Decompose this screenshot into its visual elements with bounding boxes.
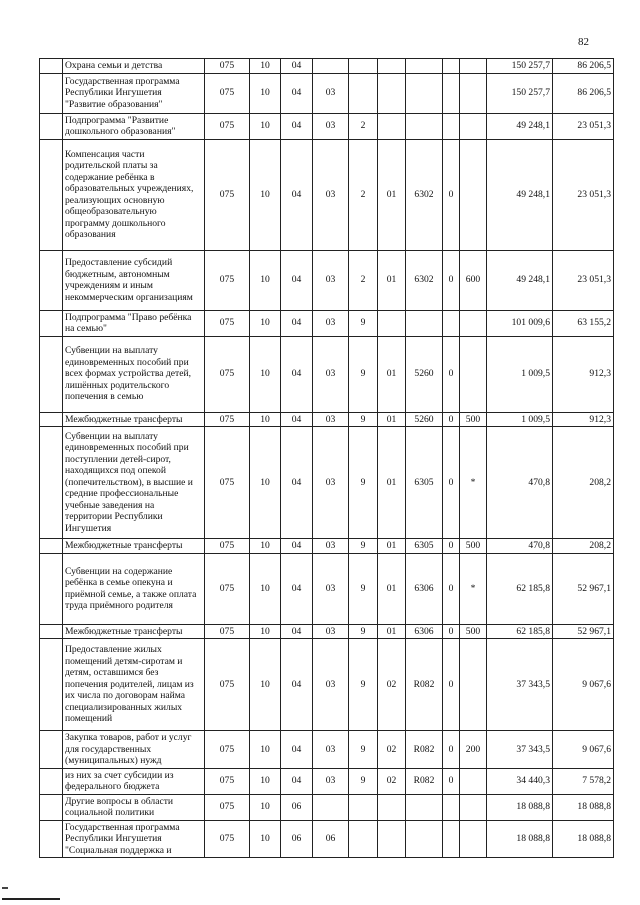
program-cell: 06 (313, 820, 349, 858)
amount-second-cell: 9 067,6 (553, 639, 614, 731)
amount-first-cell: 470,8 (487, 427, 553, 539)
target-code-cell (406, 113, 443, 139)
expense-type-cell (460, 59, 487, 74)
admin-code-cell: 075 (205, 336, 250, 412)
subsection-cell: 04 (281, 639, 313, 731)
subprogram-cell: 2 (349, 250, 378, 310)
amount-second-cell: 7 578,2 (553, 768, 614, 794)
target-code-cell: 5260 (406, 412, 443, 427)
subprogram-cell: 9 (349, 427, 378, 539)
amount-first-cell: 18 088,8 (487, 820, 553, 858)
target-code-cell: 6302 (406, 250, 443, 310)
suffix-cell: 0 (443, 139, 460, 250)
direction-cell: 01 (378, 139, 406, 250)
program-cell: 03 (313, 73, 349, 113)
suffix-cell: 0 (443, 539, 460, 554)
section-cell: 10 (250, 427, 281, 539)
subsection-cell: 04 (281, 539, 313, 554)
subsection-cell: 04 (281, 73, 313, 113)
target-code-cell (406, 794, 443, 820)
section-cell: 10 (250, 624, 281, 639)
row-marker-cell (40, 768, 63, 794)
suffix-cell (443, 310, 460, 336)
suffix-cell (443, 113, 460, 139)
program-cell: 03 (313, 539, 349, 554)
row-marker-cell (40, 731, 63, 769)
amount-second-cell: 208,2 (553, 427, 614, 539)
amount-second-cell: 23 051,3 (553, 113, 614, 139)
section-cell: 10 (250, 139, 281, 250)
direction-cell (378, 310, 406, 336)
subprogram-cell (349, 794, 378, 820)
subprogram-cell: 2 (349, 139, 378, 250)
scan-mark (2, 887, 8, 889)
target-code-cell: R082 (406, 768, 443, 794)
row-marker-cell (40, 412, 63, 427)
table-row (40, 310, 614, 336)
admin-code-cell: 075 (205, 59, 250, 74)
direction-cell (378, 820, 406, 858)
amount-first-cell: 49 248,1 (487, 113, 553, 139)
expense-type-cell (460, 639, 487, 731)
expense-type-cell (460, 794, 487, 820)
suffix-cell (443, 59, 460, 74)
suffix-cell: 0 (443, 250, 460, 310)
table-row (40, 624, 614, 639)
direction-cell (378, 59, 406, 74)
section-cell: 10 (250, 768, 281, 794)
expense-type-cell: * (460, 553, 487, 624)
amount-second-cell: 52 967,1 (553, 624, 614, 639)
row-name-cell: Компенсация части родительской платы за содержание ребёнка в образовательных учреждениях, реализующих основную общеобразовательную программу дошкольного образования (63, 139, 205, 250)
row-marker-cell (40, 820, 63, 858)
subsection-cell: 06 (281, 820, 313, 858)
amount-first-cell: 470,8 (487, 539, 553, 554)
expense-type-cell (460, 113, 487, 139)
section-cell: 10 (250, 412, 281, 427)
expense-type-cell (460, 336, 487, 412)
program-cell: 03 (313, 336, 349, 412)
subprogram-cell: 9 (349, 553, 378, 624)
subsection-cell: 04 (281, 113, 313, 139)
section-cell: 10 (250, 73, 281, 113)
target-code-cell: 6306 (406, 553, 443, 624)
amount-second-cell: 23 051,3 (553, 139, 614, 250)
amount-first-cell: 49 248,1 (487, 139, 553, 250)
amount-second-cell: 208,2 (553, 539, 614, 554)
admin-code-cell: 075 (205, 553, 250, 624)
section-cell: 10 (250, 820, 281, 858)
table-row (40, 820, 614, 858)
target-code-cell: 6305 (406, 427, 443, 539)
suffix-cell: 0 (443, 553, 460, 624)
suffix-cell (443, 794, 460, 820)
row-marker-cell (40, 639, 63, 731)
admin-code-cell: 075 (205, 539, 250, 554)
amount-first-cell: 1 009,5 (487, 336, 553, 412)
subsection-cell: 04 (281, 731, 313, 769)
expense-type-cell (460, 820, 487, 858)
subprogram-cell (349, 59, 378, 74)
amount-second-cell: 18 088,8 (553, 794, 614, 820)
subsection-cell: 04 (281, 412, 313, 427)
subprogram-cell: 9 (349, 731, 378, 769)
section-cell: 10 (250, 794, 281, 820)
row-name-cell: Подпрограмма "Развитие дошкольного образования" (63, 113, 205, 139)
table-row (40, 731, 614, 769)
table-body (40, 59, 614, 858)
subprogram-cell: 9 (349, 639, 378, 731)
table-row (40, 553, 614, 624)
amount-second-cell: 63 155,2 (553, 310, 614, 336)
table-row (40, 73, 614, 113)
section-cell: 10 (250, 731, 281, 769)
target-code-cell: R082 (406, 639, 443, 731)
page-number: 82 (578, 36, 589, 48)
target-code-cell (406, 59, 443, 74)
table-row (40, 768, 614, 794)
suffix-cell: 0 (443, 731, 460, 769)
section-cell: 10 (250, 59, 281, 74)
expense-type-cell: 500 (460, 539, 487, 554)
program-cell: 03 (313, 731, 349, 769)
admin-code-cell: 075 (205, 820, 250, 858)
amount-first-cell: 101 009,6 (487, 310, 553, 336)
table-row (40, 59, 614, 74)
admin-code-cell: 075 (205, 624, 250, 639)
direction-cell: 01 (378, 336, 406, 412)
amount-second-cell: 86 206,5 (553, 59, 614, 74)
target-code-cell (406, 73, 443, 113)
row-marker-cell (40, 336, 63, 412)
subsection-cell: 04 (281, 59, 313, 74)
suffix-cell: 0 (443, 427, 460, 539)
suffix-cell (443, 73, 460, 113)
subprogram-cell (349, 73, 378, 113)
table-row (40, 250, 614, 310)
amount-second-cell: 9 067,6 (553, 731, 614, 769)
direction-cell: 02 (378, 731, 406, 769)
program-cell: 03 (313, 139, 349, 250)
row-marker-cell (40, 427, 63, 539)
row-marker-cell (40, 113, 63, 139)
section-cell: 10 (250, 539, 281, 554)
admin-code-cell: 075 (205, 794, 250, 820)
suffix-cell: 0 (443, 639, 460, 731)
row-marker-cell (40, 553, 63, 624)
direction-cell: 01 (378, 624, 406, 639)
row-name-cell: Субвенции на выплату единовременных пособий при поступлении детей-сирот, находящихся под опекой (попечительством), в высшие и средние профессиональные учебные заведения на территории Республики Ингушетия (63, 427, 205, 539)
row-marker-cell (40, 250, 63, 310)
row-name-cell: Другие вопросы в области социальной политики (63, 794, 205, 820)
admin-code-cell: 075 (205, 310, 250, 336)
subsection-cell: 04 (281, 427, 313, 539)
row-name-cell: Охрана семьи и детства (63, 59, 205, 74)
table-row (40, 427, 614, 539)
admin-code-cell: 075 (205, 139, 250, 250)
section-cell: 10 (250, 310, 281, 336)
amount-first-cell: 37 343,5 (487, 639, 553, 731)
program-cell: 03 (313, 113, 349, 139)
row-marker-cell (40, 139, 63, 250)
program-cell: 03 (313, 310, 349, 336)
table-row (40, 139, 614, 250)
row-name-cell: Закупка товаров, работ и услуг для государственных (муниципальных) нужд (63, 731, 205, 769)
subprogram-cell: 9 (349, 768, 378, 794)
footer-line (2, 898, 60, 900)
amount-second-cell: 52 967,1 (553, 553, 614, 624)
program-cell: 03 (313, 427, 349, 539)
admin-code-cell: 075 (205, 731, 250, 769)
program-cell: 03 (313, 639, 349, 731)
suffix-cell: 0 (443, 624, 460, 639)
subsection-cell: 04 (281, 250, 313, 310)
table-row (40, 794, 614, 820)
amount-second-cell: 18 088,8 (553, 820, 614, 858)
program-cell: 03 (313, 768, 349, 794)
target-code-cell: R082 (406, 731, 443, 769)
row-name-cell: Субвенции на выплату единовременных пособий при всех формах устройства детей, лишённых родительского попечения в семью (63, 336, 205, 412)
target-code-cell: 6306 (406, 624, 443, 639)
amount-first-cell: 1 009,5 (487, 412, 553, 427)
row-name-cell: Государственная программа Республики Ингушетия "Развитие образования" (63, 73, 205, 113)
target-code-cell (406, 820, 443, 858)
row-marker-cell (40, 310, 63, 336)
subprogram-cell: 9 (349, 336, 378, 412)
admin-code-cell: 075 (205, 250, 250, 310)
row-marker-cell (40, 624, 63, 639)
row-name-cell: Межбюджетные трансферты (63, 539, 205, 554)
expense-type-cell: 500 (460, 412, 487, 427)
program-cell (313, 794, 349, 820)
expense-type-cell (460, 139, 487, 250)
suffix-cell: 0 (443, 768, 460, 794)
target-code-cell: 5260 (406, 336, 443, 412)
target-code-cell: 6302 (406, 139, 443, 250)
amount-second-cell: 86 206,5 (553, 73, 614, 113)
direction-cell: 01 (378, 412, 406, 427)
direction-cell: 02 (378, 768, 406, 794)
target-code-cell (406, 310, 443, 336)
expense-type-cell (460, 310, 487, 336)
amount-first-cell: 34 440,3 (487, 768, 553, 794)
expense-type-cell: 600 (460, 250, 487, 310)
subprogram-cell: 9 (349, 412, 378, 427)
row-name-cell: Предоставление субсидий бюджетным, автономным учреждениям и иным некоммерческим организациям (63, 250, 205, 310)
table-row (40, 539, 614, 554)
suffix-cell (443, 820, 460, 858)
subprogram-cell: 2 (349, 113, 378, 139)
direction-cell (378, 794, 406, 820)
table-row (40, 113, 614, 139)
expense-type-cell (460, 768, 487, 794)
direction-cell: 01 (378, 427, 406, 539)
direction-cell: 02 (378, 639, 406, 731)
row-marker-cell (40, 59, 63, 74)
amount-first-cell: 37 343,5 (487, 731, 553, 769)
row-name-cell: из них за счет субсидии из федерального бюджета (63, 768, 205, 794)
expense-type-cell: * (460, 427, 487, 539)
subsection-cell: 04 (281, 139, 313, 250)
admin-code-cell: 075 (205, 73, 250, 113)
admin-code-cell: 075 (205, 427, 250, 539)
row-marker-cell (40, 794, 63, 820)
row-name-cell: Межбюджетные трансферты (63, 624, 205, 639)
program-cell: 03 (313, 250, 349, 310)
budget-table (39, 58, 614, 858)
subprogram-cell (349, 820, 378, 858)
program-cell: 03 (313, 553, 349, 624)
direction-cell: 01 (378, 250, 406, 310)
table-row (40, 639, 614, 731)
admin-code-cell: 075 (205, 639, 250, 731)
subsection-cell: 06 (281, 794, 313, 820)
table-row (40, 412, 614, 427)
amount-first-cell: 62 185,8 (487, 624, 553, 639)
section-cell: 10 (250, 250, 281, 310)
subsection-cell: 04 (281, 553, 313, 624)
admin-code-cell: 075 (205, 768, 250, 794)
subsection-cell: 04 (281, 336, 313, 412)
subsection-cell: 04 (281, 768, 313, 794)
expense-type-cell (460, 73, 487, 113)
subprogram-cell: 9 (349, 624, 378, 639)
section-cell: 10 (250, 336, 281, 412)
direction-cell (378, 73, 406, 113)
row-name-cell: Подпрограмма "Право ребёнка на семью" (63, 310, 205, 336)
direction-cell: 01 (378, 553, 406, 624)
expense-type-cell: 500 (460, 624, 487, 639)
admin-code-cell: 075 (205, 412, 250, 427)
subprogram-cell: 9 (349, 539, 378, 554)
section-cell: 10 (250, 639, 281, 731)
subprogram-cell: 9 (349, 310, 378, 336)
amount-first-cell: 150 257,7 (487, 59, 553, 74)
target-code-cell: 6305 (406, 539, 443, 554)
subsection-cell: 04 (281, 310, 313, 336)
suffix-cell: 0 (443, 412, 460, 427)
row-name-cell: Субвенции на содержание ребёнка в семье опекуна и приёмной семье, а также оплата труда приёмного родителя (63, 553, 205, 624)
admin-code-cell: 075 (205, 113, 250, 139)
suffix-cell: 0 (443, 336, 460, 412)
row-name-cell: Государственная программа Республики Ингушетия "Социальная поддержка и (63, 820, 205, 858)
direction-cell: 01 (378, 539, 406, 554)
amount-first-cell: 62 185,8 (487, 553, 553, 624)
program-cell: 03 (313, 624, 349, 639)
program-cell (313, 59, 349, 74)
amount-second-cell: 23 051,3 (553, 250, 614, 310)
section-cell: 10 (250, 553, 281, 624)
direction-cell (378, 113, 406, 139)
amount-second-cell: 912,3 (553, 412, 614, 427)
amount-second-cell: 912,3 (553, 336, 614, 412)
row-marker-cell (40, 539, 63, 554)
program-cell: 03 (313, 412, 349, 427)
section-cell: 10 (250, 113, 281, 139)
subsection-cell: 04 (281, 624, 313, 639)
row-marker-cell (40, 73, 63, 113)
amount-first-cell: 18 088,8 (487, 794, 553, 820)
amount-first-cell: 150 257,7 (487, 73, 553, 113)
table-row (40, 336, 614, 412)
amount-first-cell: 49 248,1 (487, 250, 553, 310)
row-name-cell: Межбюджетные трансферты (63, 412, 205, 427)
expense-type-cell: 200 (460, 731, 487, 769)
row-name-cell: Предоставление жилых помещений детям-сиротам и детям, оставшимся без попечения родителей, лицам из их числа по договорам найма специализированных жилых помещений (63, 639, 205, 731)
